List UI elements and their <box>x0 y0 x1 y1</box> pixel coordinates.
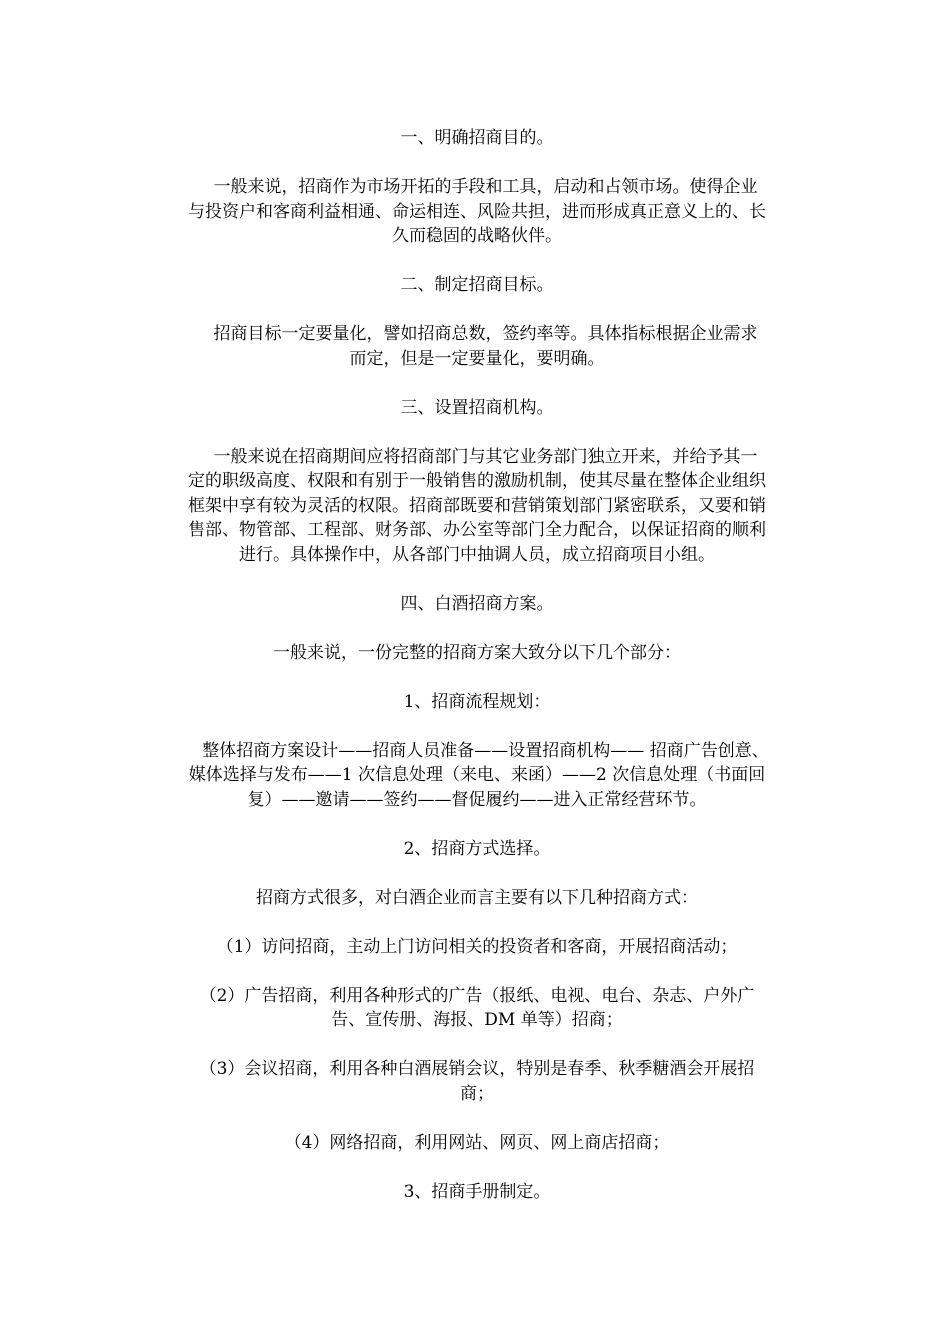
text-line: 而定，但是一定要量化，要明确。 <box>349 348 605 369</box>
text-line: 一般来说，招商作为市场开拓的手段和工具，启动和占领市场。使得企业 <box>196 177 758 197</box>
text-line: 一般来说，一份完整的招商方案大致分以下几个部分： <box>273 642 681 663</box>
list-item-conference <box>153 1057 801 1106</box>
text-line: 商； <box>460 1083 494 1104</box>
body-paragraph-methods-intro <box>153 886 801 911</box>
text-line: 四、白酒招商方案。 <box>400 593 554 614</box>
text-line: 久而稳固的战略伙伴。 <box>392 226 562 246</box>
text-line: （4）网络招商，利用网站、网页、网上商店招商； <box>284 1132 670 1153</box>
text-line: 进行。具体操作中，从各部门中抽调人员，成立招商项目小组。 <box>239 544 715 565</box>
text-line: 与投资户和客商利益相通、命运相连、风险共担，进而形成真正意义上的、长 <box>188 201 766 222</box>
text-line: （2）广告招商，利用各种形式的广告（报纸、电视、电台、杂志、户外广 <box>199 985 755 1006</box>
body-paragraph-process <box>153 739 801 813</box>
text-line: 3、招商手册制定。 <box>403 1181 551 1202</box>
list-item-online <box>153 1131 801 1156</box>
text-line: 二、制定招商目标。 <box>400 275 554 295</box>
section-heading-2 <box>153 273 801 298</box>
text-line: 复）——邀请——签约——督促履约——进入正常经营环节。 <box>247 789 707 810</box>
text-line: 定的职级高度、权限和有别于一般销售的激励机制，使其尽量在整体企业组织 <box>188 471 766 491</box>
text-line: 三、设置招商机构。 <box>400 397 554 418</box>
text-line: 一、明确招商目的。 <box>400 128 554 148</box>
text-line: 整体招商方案设计——招商人员准备——设置招商机构—— 招商广告创意、 <box>185 740 769 761</box>
list-item-advertising <box>153 984 801 1033</box>
text-line: 媒体选择与发布——1 次信息处理（来电、来函）——2 次信息处理（书面回 <box>188 765 766 785</box>
text-line: 告、宣传册、海报、DM 单等）招商； <box>331 1010 623 1030</box>
section-heading-4 <box>153 592 801 617</box>
text-line: （1）访问招商，主动上门访问相关的投资者和客商，开展招商活动； <box>216 936 738 957</box>
text-line: 招商目标一定要量化，譬如招商总数，签约率等。具体指标根据企业需求 <box>196 324 758 344</box>
list-item-visit <box>153 935 801 960</box>
subsection-heading-3 <box>153 1180 801 1205</box>
body-paragraph-plan-intro <box>153 641 801 666</box>
body-paragraph-purpose <box>153 175 801 249</box>
text-line: 一般来说在招商期间应将招商部门与其它业务部门独立开来，并给予其一 <box>196 446 758 467</box>
text-line: 1、招商流程规划： <box>403 691 551 712</box>
body-paragraph-goals <box>153 322 801 371</box>
subsection-heading-2 <box>153 837 801 862</box>
subsection-heading-1 <box>153 690 801 715</box>
document-page <box>153 126 801 1204</box>
body-paragraph-organization <box>153 445 801 568</box>
text-line: （3）会议招商，利用各种白酒展销会议，特别是春季、秋季糖酒会开展招 <box>199 1059 755 1079</box>
text-line: 售部、物管部、工程部、财务部、办公室等部门全力配合，以保证招商的顺利 <box>188 520 766 540</box>
section-heading-1 <box>153 126 801 151</box>
text-line: 招商方式很多，对白酒企业而言主要有以下几种招商方式： <box>256 887 698 908</box>
section-heading-3 <box>153 396 801 421</box>
text-line: 2、招商方式选择。 <box>403 838 551 859</box>
text-line: 框架中享有较为灵活的权限。招商部既要和营销策划部门紧密联系，又要和销 <box>188 495 766 516</box>
